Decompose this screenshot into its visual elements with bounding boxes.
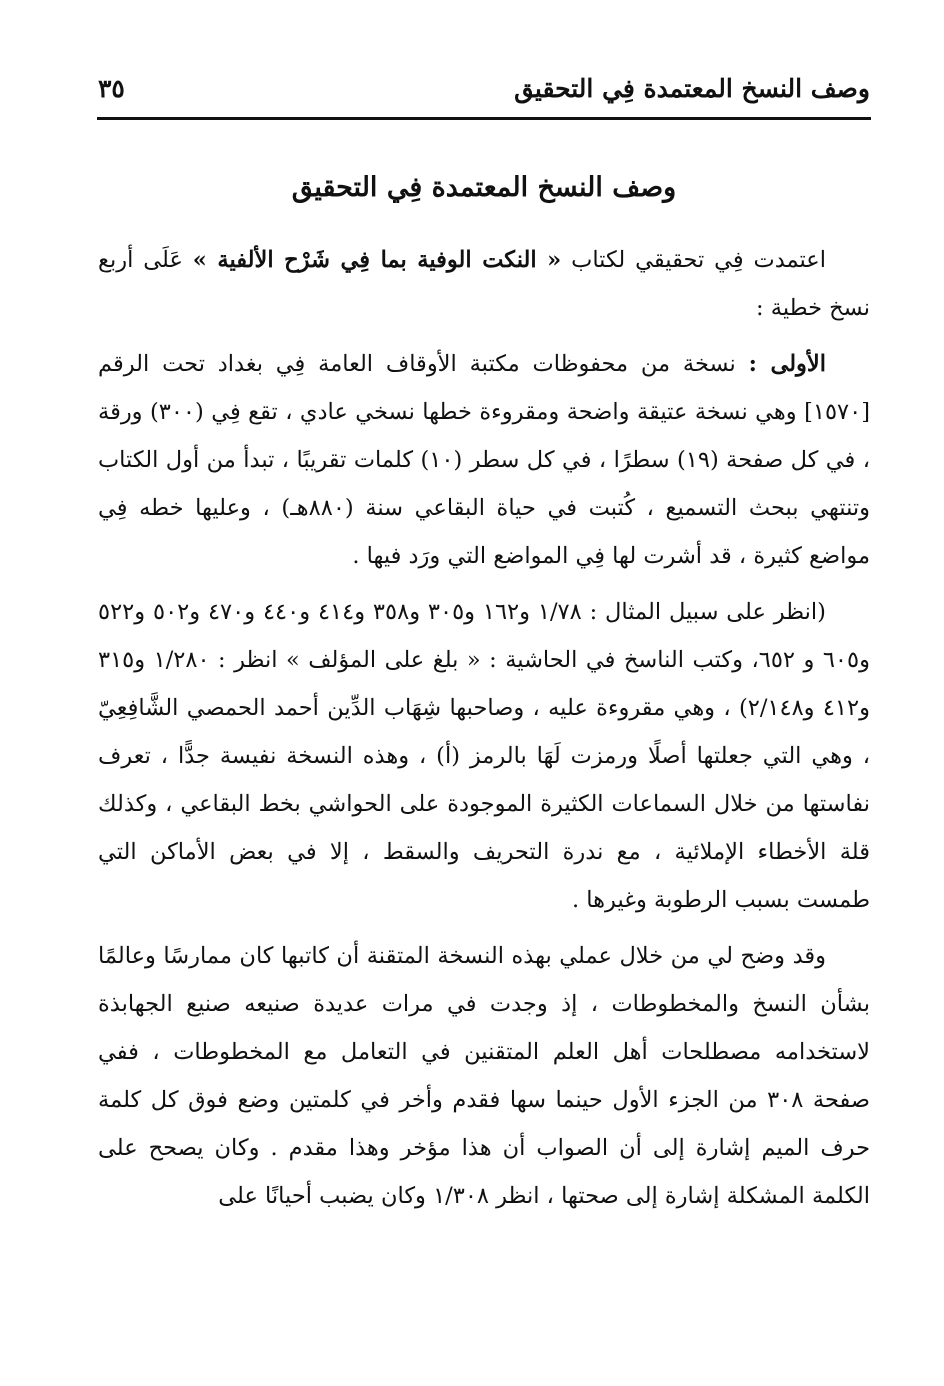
header-divider [97, 117, 871, 120]
examples-text: (انظر على سبيل المثال : ١/٧٨ و١٦٢ و٣٠٥ و٣٥٨ و٤١٤ و٤٤٠ و٤٧٠ و٥٠٢ و٥٢٢ و٦٠٥ و ٦٥٢، وكتب الناسخ في الحاشية : « بلغ على المؤلف » انظر : ١/٢٨٠ و٣١٥ و٤١٢ و٢/١٤٨) ، وهي مقروءة عليه ، وصاحبها شِهَاب الدِّين أحمد الحمصي الشَّافِعِيّ ، وهي التي جعلتها أصلًا ورمزت لَهَا بالرمز (أ) ، وهذه النسخة نفيسة جدًّا ، تعرف نفاستها من خلال السماعات الكثيرة الموجودة على الحواشي بخط البقاعي ، وكذلك قلة الأخطاء الإملائية ، مع ندرة التحريف والسقط ، إلا في بعض الأماكن التي طمست بسبب الرطوبة وغيرها . [98, 599, 870, 913]
paragraph-examples [98, 588, 870, 924]
book-title: « النكت الوفية بما فِي شَرْح الألفية » [192, 247, 562, 273]
running-title: وصف النسخ المعتمدة فِي التحقيق [514, 73, 870, 103]
first-manuscript-text: نسخة من محفوظات مكتبة الأوقاف العامة فِي بغداد تحت الرقم [١٥٧٠] وهي نسخة عتيقة واضحة ومقروءة خطها نسخي عادي ، تقع فِي (٣٠٠) ورقة ، في كل صفحة (١٩) سطرًا ، في كل سطر (١٠) كلمات تقريبًا ، تبدأ من أول الكتاب وتنتهي ببحث التسميع ، كُتبت في حياة البقاعي سنة (٨٨٠هـ) ، وعليها خطه فِي مواضع كثيرة ، قد أشرت لها فِي المواضع التي ورَد فيها . [98, 351, 871, 569]
page-number: ٣٥ [98, 73, 125, 103]
intro-text-after: عَلَى أربع نسخ خطية : [98, 247, 870, 321]
paragraph-copyist [98, 932, 870, 1220]
intro-text-before: اعتمدت فِي تحقيقي لكتاب [561, 247, 826, 273]
paragraph-first-manuscript [98, 340, 870, 580]
body-text [98, 236, 870, 1228]
copyist-text: وقد وضح لي من خلال عملي بهذه النسخة المتقنة أن كاتبها كان ممارسًا وعالمًا بشأن النسخ والمخطوطات ، إذ وجدت في مرات عديدة صنيعه صنيع الجهابذة لاستخدامه مصطلحات أهل العلم المتقنين في التعامل مع المخطوطات ، ففي صفحة ٣٠٨ من الجزء الأول حينما سها فقدم وأخر في كلمتين وضع فوق كل كلمة حرف الميم إشارة إلى أن الصواب أن هذا مؤخر وهذا مقدم . وكان يصحح على الكلمة المشكلة إشارة إلى صحتها ، انظر ١/٣٠٨ وكان يضبب أحيانًا على [98, 943, 870, 1209]
section-title: وصف النسخ المعتمدة فِي التحقيق [291, 172, 677, 203]
paragraph-intro [98, 236, 870, 332]
first-manuscript-label: الأولى : [748, 351, 827, 377]
running-header [98, 64, 870, 112]
